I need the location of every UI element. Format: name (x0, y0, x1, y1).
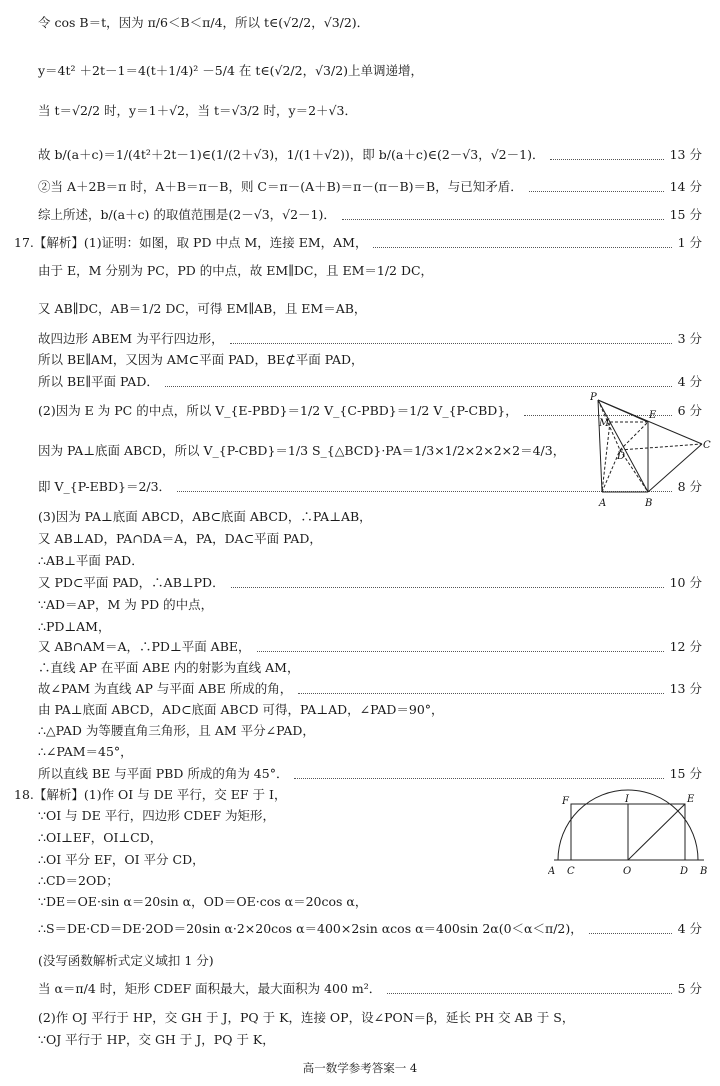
label-c: C (567, 866, 575, 877)
text-line: 由 PA⊥底面 ABCD，AD⊂底面 ABCD 可得，PA⊥AD，∠PAD＝90°， (38, 702, 444, 717)
text-line: 令 cos B＝t，因为 π/6＜B＜π/4，所以 t∈(√2/2，√3/2)． (38, 15, 370, 30)
text-line: 17.【解析】(1)证明：如图，取 PD 中点 M，连接 EM，AM， (14, 235, 368, 250)
text-line: 故四边形 ABEM 为平行四边形， (38, 331, 224, 346)
score-label: 1 分 (677, 235, 702, 250)
label-f: F (562, 796, 569, 807)
label-e: E (687, 794, 695, 805)
dotted-leader (529, 191, 664, 192)
text-line: 综上所述，b/(a＋c) 的取值范围是(2－√3，√2－1)． (38, 207, 336, 222)
dotted-leader (294, 778, 664, 779)
label-m: M (599, 418, 610, 429)
dotted-leader (373, 247, 672, 248)
text-line: 因为 PA⊥底面 ABCD，所以 V_{P-CBD}＝1/3 S_{△BCD}·PA＝1/3×1/2×2×2×2＝4/3， (38, 443, 566, 458)
score-label: 3 分 (677, 331, 702, 346)
label-b: B (700, 866, 708, 877)
label-c: C (703, 440, 711, 451)
score-label: 13 分 (669, 147, 702, 162)
label-b: B (645, 498, 653, 509)
text-line: 又 AB∩AM＝A，∴PD⊥平面 ABE， (38, 639, 251, 654)
label-d: D (680, 866, 689, 877)
score-label: 4 分 (677, 374, 702, 389)
score-label: 10 分 (669, 575, 702, 590)
score-label: 6 分 (677, 403, 702, 418)
dotted-leader (230, 343, 672, 344)
score-label: 14 分 (669, 179, 702, 194)
text-line: ∴OI 平分 EF，OI 平分 CD， (38, 852, 205, 867)
text-line: y＝4t² ＋2t－1＝4(t＋1/4)² －5/4 在 t∈(√2/2，√3/2)上单调递增， (38, 63, 424, 78)
text-line: ②当 A＋2B＝π 时，A＋B＝π－B，则 C＝π－(A＋B)＝π－(π－B)＝B，与已知矛盾． (38, 179, 523, 194)
text-line: ∵OJ 平行于 HP，交 GH 于 J，PQ 于 K， (38, 1032, 275, 1047)
text-line: (2)因为 E 为 PC 的中点，所以 V_{E-PBD}＝1/2 V_{C-PBD}＝1/2 V_{P-CBD}， (38, 403, 518, 418)
pyramid-diagram (590, 392, 712, 514)
dotted-leader (257, 651, 664, 652)
text-line: ∴PD⊥AM， (38, 619, 111, 634)
text-line: ∴△PAD 为等腰直角三角形，且 AM 平分∠PAD， (38, 723, 315, 738)
text-line: ∴CD＝2OD； (38, 873, 119, 888)
label-a: A (548, 866, 556, 877)
text-line: ∴AB⊥平面 PAD． (38, 553, 144, 568)
text-line: 由于 E，M 分别为 PC，PD 的中点，故 EM∥DC，且 EM＝1/2 DC， (38, 263, 434, 278)
text-line: 故 b/(a＋c)＝1/(4t²＋2t－1)∈(1/(2＋√3)，1/(1＋√2))，即 b/(a＋c)∈(2－√3，√2－1)． (38, 147, 545, 162)
score-label: 8 分 (677, 479, 702, 494)
score-label: 12 分 (669, 639, 702, 654)
score-label: 15 分 (669, 207, 702, 222)
text-line: 当 t＝√2/2 时，y＝1＋√2，当 t＝√3/2 时，y＝2＋√3． (38, 103, 357, 118)
text-line: ∴OI⊥EF，OI⊥CD， (38, 830, 163, 845)
score-label: 5 分 (677, 981, 702, 996)
text-line: 即 V_{P-EBD}＝2/3． (38, 479, 172, 494)
text-line: 所以 BE∥平面 PAD． (38, 374, 159, 389)
text-line: 当 α＝π/4 时，矩形 CDEF 面积最大，最大面积为 400 m²． (38, 981, 382, 996)
dotted-leader (298, 693, 664, 694)
score-label: 13 分 (669, 681, 702, 696)
dotted-leader (231, 587, 664, 588)
text-line: 又 PD⊂平面 PAD，∴AB⊥PD． (38, 575, 225, 590)
label-i: I (625, 794, 629, 805)
label-a: A (599, 498, 607, 509)
dotted-leader (387, 993, 672, 994)
text-line: ∴∠PAM＝45°， (38, 744, 133, 759)
text-line: 所以 BE∥AM，又因为 AM⊂平面 PAD，BE⊄平面 PAD， (38, 352, 364, 367)
text-line: 18.【解析】(1)作 OI 与 DE 平行，交 EF 于 I， (14, 787, 287, 802)
dotted-leader (342, 219, 664, 220)
text-line: 又 AB∥DC，AB＝1/2 DC，可得 EM∥AB，且 EM＝AB， (38, 301, 367, 316)
text-line: ∵DE＝OE·sin α＝20sin α，OD＝OE·cos α＝20cos α， (38, 894, 368, 909)
score-label: 4 分 (677, 921, 702, 936)
text-line: 又 AB⊥AD，PA∩DA＝A，PA，DA⊂平面 PAD， (38, 531, 322, 546)
text-line: (没写函数解析式定义域扣 1 分) (38, 953, 214, 968)
page-footer: 高一数学参考答案一 4 (302, 1061, 418, 1075)
dotted-leader (165, 386, 672, 387)
text-line: ∵AD＝AP，M 为 PD 的中点， (38, 597, 214, 612)
dotted-leader (550, 159, 664, 160)
dotted-leader (589, 933, 672, 934)
text-line: (2)作 OJ 平行于 HP，交 GH 于 J，PQ 于 K，连接 OP，设∠PON＝β，延长 PH 交 AB 于 S， (38, 1010, 575, 1025)
text-line: ∵OI 与 DE 平行，四边形 CDEF 为矩形， (38, 808, 276, 823)
label-p: P (590, 392, 597, 403)
text-line: ∴直线 AP 在平面 ABE 内的射影为直线 AM， (38, 660, 300, 675)
semicircle-diagram (548, 780, 710, 878)
score-label: 15 分 (669, 766, 702, 781)
text-line: 故∠PAM 为直线 AP 与平面 ABE 所成的角， (38, 681, 293, 696)
text-line: ∴S＝DE·CD＝DE·2OD＝20sin α·2×20cos α＝400×2sin αcos α＝400sin 2α(0＜α＜π/2)， (38, 921, 583, 936)
text-line: (3)因为 PA⊥底面 ABCD，AB⊂底面 ABCD，∴PA⊥AB， (38, 509, 372, 524)
label-d: D (617, 451, 626, 462)
label-e: E (649, 410, 657, 421)
label-o: O (623, 866, 632, 877)
text-line: 所以直线 BE 与平面 PBD 所成的角为 45°． (38, 766, 289, 781)
